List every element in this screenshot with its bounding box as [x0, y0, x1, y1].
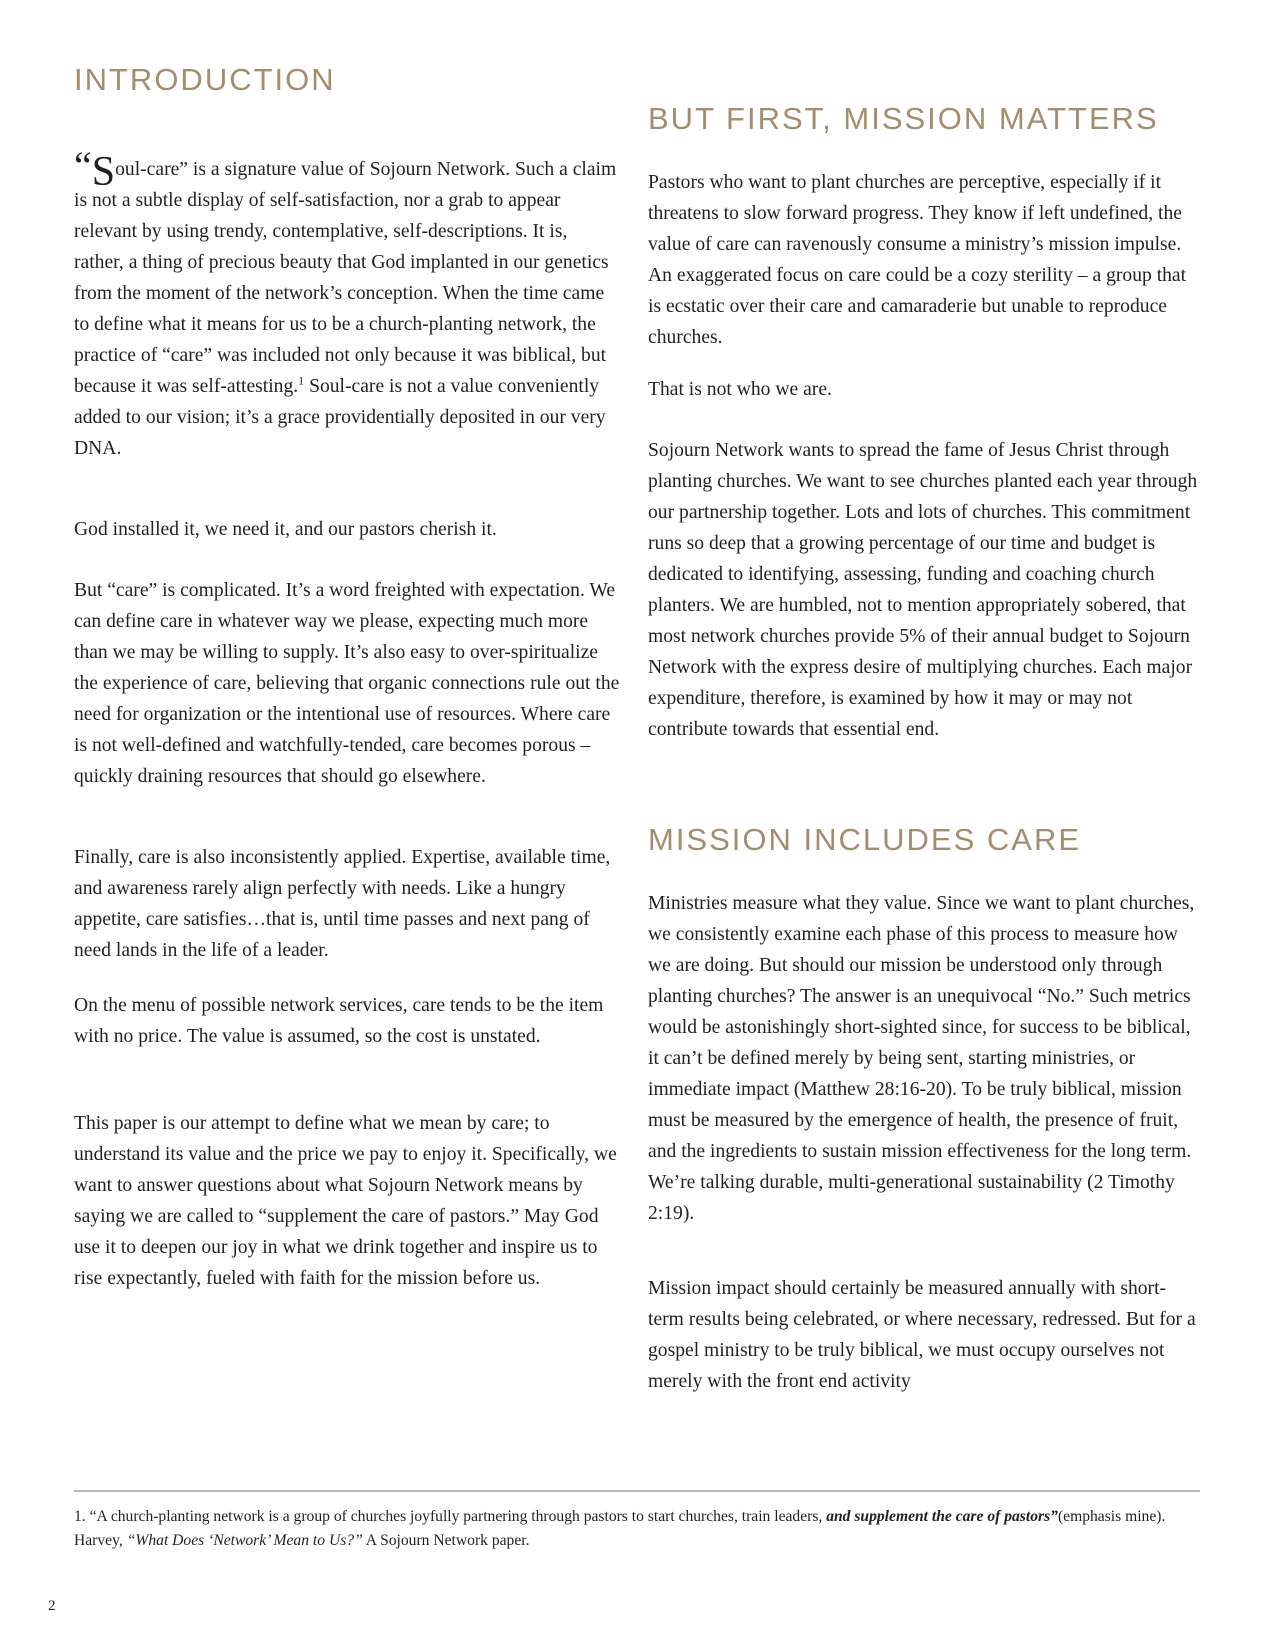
footnote-emphasis: and supplement the care of pastors”: [826, 1508, 1058, 1525]
paragraph-network-services: On the menu of possible network services, care tends to be the item with no price. The value is assumed, so the cost is unstated.: [74, 995, 604, 1047]
introduction-heading: INTRODUCTION: [74, 62, 336, 97]
footnote-divider: [74, 1490, 1200, 1492]
intro-paragraph: [74, 143, 620, 464]
footnote-mid: (emphasis mine). Harvey,: [74, 1508, 1166, 1549]
paragraph-sojourn-network-mission: Sojourn Network wants to spread the fame of Jesus Christ through planting churches. We want to see churches planted each year through our partnership together. Lots and lots of churches. This commitment runs so deep that a growing percentage of our time and budget is dedicated to identifying, assessing, funding and coaching church planters. We are humbled, not to mention appropriately sobered, that most network churches provide 5% of their annual budget to Sojourn Network with the express desire of multiplying churches. Each major expenditure, therefore, is examined by how it may or may not contribute towards that essential end.: [648, 440, 1198, 740]
paragraph-care-complicated: But “care” is complicated. It’s a word freighted with expectation. We can define care in whatever way we please, expecting much more than we may be willing to supply. It’s also easy to over-spiritualize the experience of care, believing that organic connections rule out the need for organization or the intentional use of resources. Where care is not well-defined and watchfully-tended, care becomes porous – quickly draining resources that should go elsewhere.: [74, 580, 620, 787]
paragraph-not-who-we-are: That is not who we are.: [648, 379, 832, 400]
paragraph-god-installed: God installed it, we need it, and our pastors cherish it.: [74, 519, 497, 540]
paragraph-pastors-perceptive: Pastors who want to plant churches are perceptive, especially if it threatens to slow forward progress. They know if left undefined, the value of care can ravenously consume a ministry’s mission impulse. An exaggerated focus on care could be a cozy sterility – a group that is ecstatic over their care and camaraderie but unable to reproduce churches.: [648, 172, 1187, 348]
drop-cap-quote: “: [74, 143, 92, 188]
paragraph-mission-impact: Mission impact should certainly be measured annually with short-term results being celebrated, or where necessary, redressed. But for a gospel ministry to be truly biblical, we must occupy ourselves not merely with the front end activity: [648, 1278, 1196, 1392]
page-number: 2: [48, 1598, 56, 1614]
intro-paragraph-text-b: Soul-care is not a value conveniently added to our vision; it’s a grace providentially deposited in our very DNA.: [74, 376, 606, 459]
footnote-lead: 1. “A church-planting network is a group of churches joyfully partnering through pastors to start churches, train leaders,: [74, 1508, 827, 1525]
footnote-title: “What Does ‘Network’ Mean to Us?”: [126, 1532, 363, 1549]
mission-includes-care-heading: MISSION INCLUDES CARE: [648, 822, 1082, 857]
paragraph-ministries-measure: Ministries measure what they value. Since we want to plant churches, we consistently examine each phase of this process to measure how we are doing. But should our mission be understood only through planting churches? The answer is an unequivocal “No.” Such metrics would be astonishingly short-sighted since, for success to be biblical, it can’t be defined merely by being sent, starting ministries, or immediate impact (Matthew 28:16-20). To be truly biblical, mission must be measured by the emergence of health, the presence of fruit, and the ingredients to sustain mission effectiveness for the long term. We’re talking durable, multi-generational sustainability (2 Timothy 2:19).: [648, 893, 1195, 1224]
footnote-reference: 1: [298, 373, 305, 388]
paragraph-paper-purpose: This paper is our attempt to define what we mean by care; to understand its value and the price we pay to enjoy it. Specifically, we want to answer questions about what Sojourn Network means by saying we are called to “supplement the care of pastors.” May God use it to deepen our joy in what we drink together and inspire us to rise expectantly, fueled with faith for the mission before us.: [74, 1113, 617, 1289]
footnote: [74, 1505, 1200, 1553]
paragraph-inconsistently-applied: Finally, care is also inconsistently applied. Expertise, available time, and awareness rarely align perfectly with needs. Like a hungry appetite, care satisfies…that is, until time passes and next pang of need lands in the life of a leader.: [74, 847, 611, 961]
drop-cap-letter: S: [91, 149, 116, 195]
mission-matters-heading: BUT FIRST, MISSION MATTERS: [648, 101, 1159, 136]
intro-paragraph-text-a: oul-care” is a signature value of Sojourn Network. Such a claim is not a subtle display of self-satisfaction, nor a grab to appear relevant by using trendy, contemplative, self-descriptions. It is, rather, a thing of precious beauty that God implanted in our genetics from the moment of the network’s conception. When the time came to define what it means for us to be a church-planting network, the practice of “care” was included not only because it was biblical, but because it was self-attesting.: [74, 159, 617, 397]
footnote-tail: A Sojourn Network paper.: [362, 1532, 530, 1549]
